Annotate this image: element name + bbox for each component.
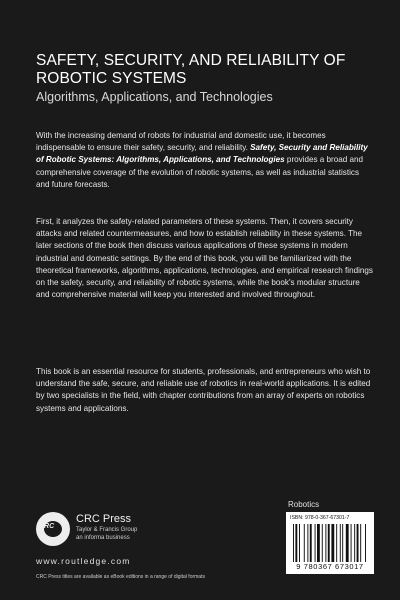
barcode-bar (299, 524, 300, 562)
book-title: SAFETY, SECURITY, AND RELIABILITY OF ROBOTIC SYSTEMS (36, 52, 346, 87)
barcode-bar (360, 524, 361, 562)
description-paragraph-3: This book is an essential resource for students, professionals, and entrepreneurs who wish to understand the safe, secure, and reliable use of robotics in real-world applications. It is edited by two specialists in the field, with chapter contributions from an array of experts on robotics systems and applications. (36, 367, 371, 413)
isbn-barcode (286, 512, 374, 574)
crc-press-logo-icon (36, 512, 70, 546)
barcode-bar (354, 524, 355, 562)
barcode-bar (365, 524, 366, 562)
barcode-bar (357, 524, 359, 562)
barcode-bar (342, 524, 343, 562)
publisher-name: CRC Press (76, 513, 132, 525)
barcode-bar (317, 524, 320, 562)
barcode-bar (336, 524, 337, 562)
description-paragraph-2: First, it analyzes the safety-related parameters of these systems. Then, it covers security attacks and related countermeasures, and how to establish reliability in these systems. The later sections of the book then discuss various applications of these systems in modern industrial and domestic settings. By the end of this book, you will be familiarized with the theoretical frameworks, algorithms, applications, technologies, and empirical research findings on the safety, security, and reliability of robotic systems, while the book's modular structure and comprehensive material will keep you interested and involved throughout. (36, 217, 373, 300)
logo-lettering: CRC (39, 523, 55, 530)
paragraph-1-book-title: Safety, Security and Reliability of Robotic Systems: Algorithms, Applications, and Technologies (36, 143, 368, 165)
barcode-bar (293, 524, 294, 562)
barcode-bar (331, 524, 334, 562)
subject-category: Robotics (288, 500, 320, 509)
paragraph-1-intro: With the increasing demand of robots for industrial and domestic use, it becomes indispensable to ensure their safety, security, and reliability. (36, 131, 326, 153)
barcode-bar (351, 524, 352, 562)
description-paragraph-1 (36, 130, 374, 191)
barcode-bar (315, 524, 316, 562)
barcode-bar (295, 524, 297, 562)
barcode-bar (325, 524, 326, 562)
isbn-number: 9 780367 673017 (296, 562, 364, 571)
publisher-group: Taylor & Francis Group (76, 527, 138, 533)
barcode-bar (304, 524, 305, 562)
barcode-bars-icon (293, 524, 369, 562)
isbn-label: ISBN: 978-0-367-67301-7 (290, 515, 350, 521)
barcode-bar (346, 524, 349, 562)
barcode-bar (322, 524, 323, 562)
barcode-bar (307, 524, 308, 562)
book-subtitle: Algorithms, Applications, and Technologies (36, 90, 273, 104)
publisher-business: an informa business (76, 535, 130, 541)
barcode-bar (310, 524, 312, 562)
barcode-bar (328, 524, 330, 562)
paragraph-1-rest: provides a broad and comprehensive coverage of the evolution of robotic systems, as well as industrial statistics and future forecasts. (36, 155, 363, 189)
ebook-note: CRC Press titles are available as eBook editions in a range of digital formats (36, 574, 205, 580)
barcode-bar (340, 524, 341, 562)
publisher-website: www.routledge.com (36, 556, 131, 566)
